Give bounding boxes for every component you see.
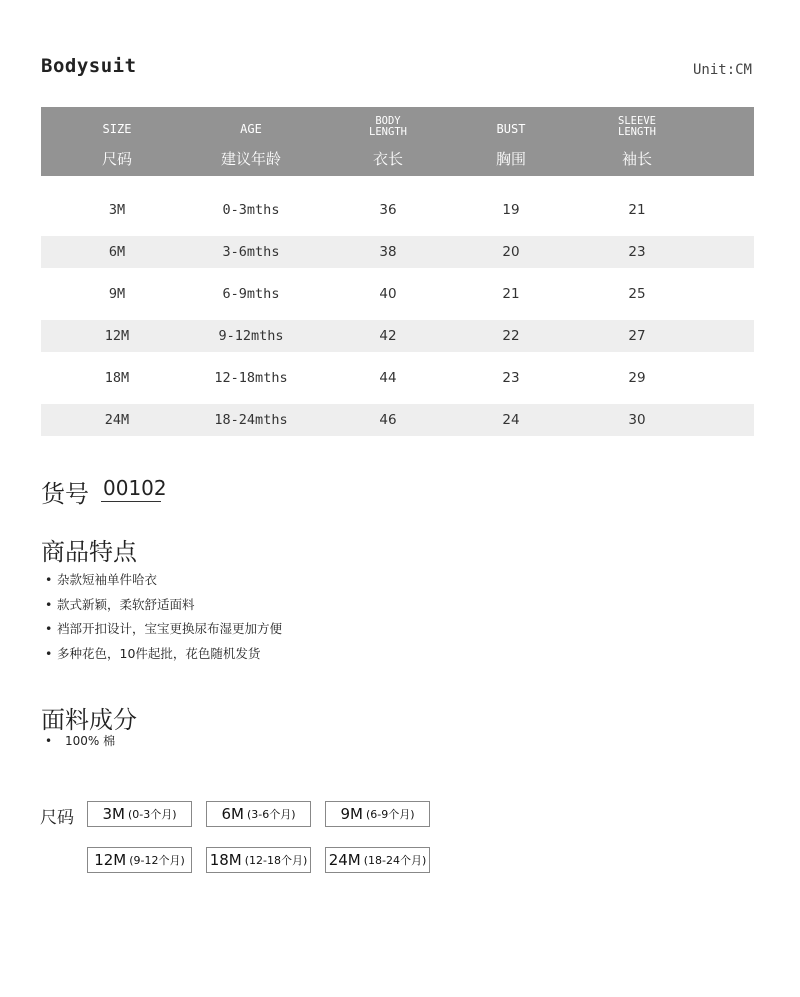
cell-sleeve-length: 29: [628, 370, 646, 386]
cell-sleeve-length: 27: [628, 328, 646, 344]
cell-age: 12-18mths: [214, 370, 288, 386]
features-title: 商品特点: [41, 538, 137, 566]
list-item: • 多种花色，10件起批，花色随机发货: [45, 645, 261, 661]
size-option-6m[interactable]: 6M (3-6个月): [206, 801, 311, 827]
cell-body-length: 36: [379, 202, 397, 218]
list-item: • 杂款短袖单件哈衣: [45, 572, 158, 587]
header-body-length: BODY LENGTH 衣长: [369, 115, 407, 168]
cell-age: 9-12mths: [218, 328, 284, 344]
cell-bust: 24: [502, 412, 520, 428]
cell-size: 3M: [108, 202, 126, 218]
cell-bust: 19: [502, 202, 520, 218]
size-option-24m[interactable]: 24M (18-24个月): [325, 847, 430, 873]
cell-sleeve-length: 23: [628, 244, 646, 260]
header-age: AGE 建议年龄: [220, 122, 281, 168]
cell-age: 0-3mths: [222, 202, 280, 218]
list-item: • 裆部开扣设计，宝宝更换尿布湿更加方便: [45, 621, 283, 636]
features-list: [45, 568, 282, 666]
header-sleeve-length: SLEEVE LENGTH 袖长: [618, 115, 656, 168]
fabric-item: • 100% 棉: [45, 734, 116, 748]
header-bust: BUST 胸围: [495, 122, 526, 168]
cell-size: 6M: [108, 244, 126, 260]
size-option-18m[interactable]: 18M (12-18个月): [206, 847, 311, 873]
cell-bust: 20: [502, 244, 520, 260]
cell-bust: 21: [502, 286, 520, 302]
cell-age: 6-9mths: [222, 286, 280, 302]
fabric-title: 面料成分: [41, 706, 137, 734]
cell-bust: 23: [502, 370, 520, 386]
sku-value: 00102: [103, 476, 167, 500]
cell-body-length: 46: [379, 412, 397, 428]
table-row: [41, 404, 754, 436]
table-row: [41, 320, 754, 352]
size-option-3m[interactable]: 3M (0-3个月): [87, 801, 192, 827]
table-header: [41, 107, 754, 176]
cell-size: 9M: [108, 286, 126, 302]
cell-sleeve-length: 21: [628, 202, 646, 218]
product-title: Bodysuit: [41, 55, 137, 77]
cell-age: 18-24mths: [214, 412, 288, 428]
cell-body-length: 44: [379, 370, 397, 386]
cell-sleeve-length: 25: [628, 286, 646, 302]
list-item: • 款式新颖，柔软舒适面料: [45, 596, 195, 612]
cell-size: 12M: [104, 328, 130, 344]
cell-size: 18M: [104, 370, 130, 386]
cell-sleeve-length: 30: [628, 412, 646, 428]
cell-bust: 22: [502, 328, 520, 344]
size-option-12m[interactable]: 12M (9-12个月): [87, 847, 192, 873]
cell-body-length: 40: [379, 286, 397, 302]
cell-body-length: 38: [379, 244, 397, 260]
sku-label: 货号: [41, 480, 89, 508]
size-option-9m[interactable]: 9M (6-9个月): [325, 801, 430, 827]
cell-body-length: 42: [379, 328, 397, 344]
unit-label: Unit:CM: [692, 62, 752, 78]
table-row: [41, 194, 754, 226]
table-row: [41, 236, 754, 268]
table-row: [41, 362, 754, 394]
cell-size: 24M: [104, 412, 130, 428]
size-chart-table: [41, 107, 754, 436]
cell-age: 3-6mths: [222, 244, 280, 260]
table-row: [41, 278, 754, 310]
size-selector-label: 尺码: [40, 808, 74, 828]
header-size: SIZE 尺码: [101, 122, 132, 168]
